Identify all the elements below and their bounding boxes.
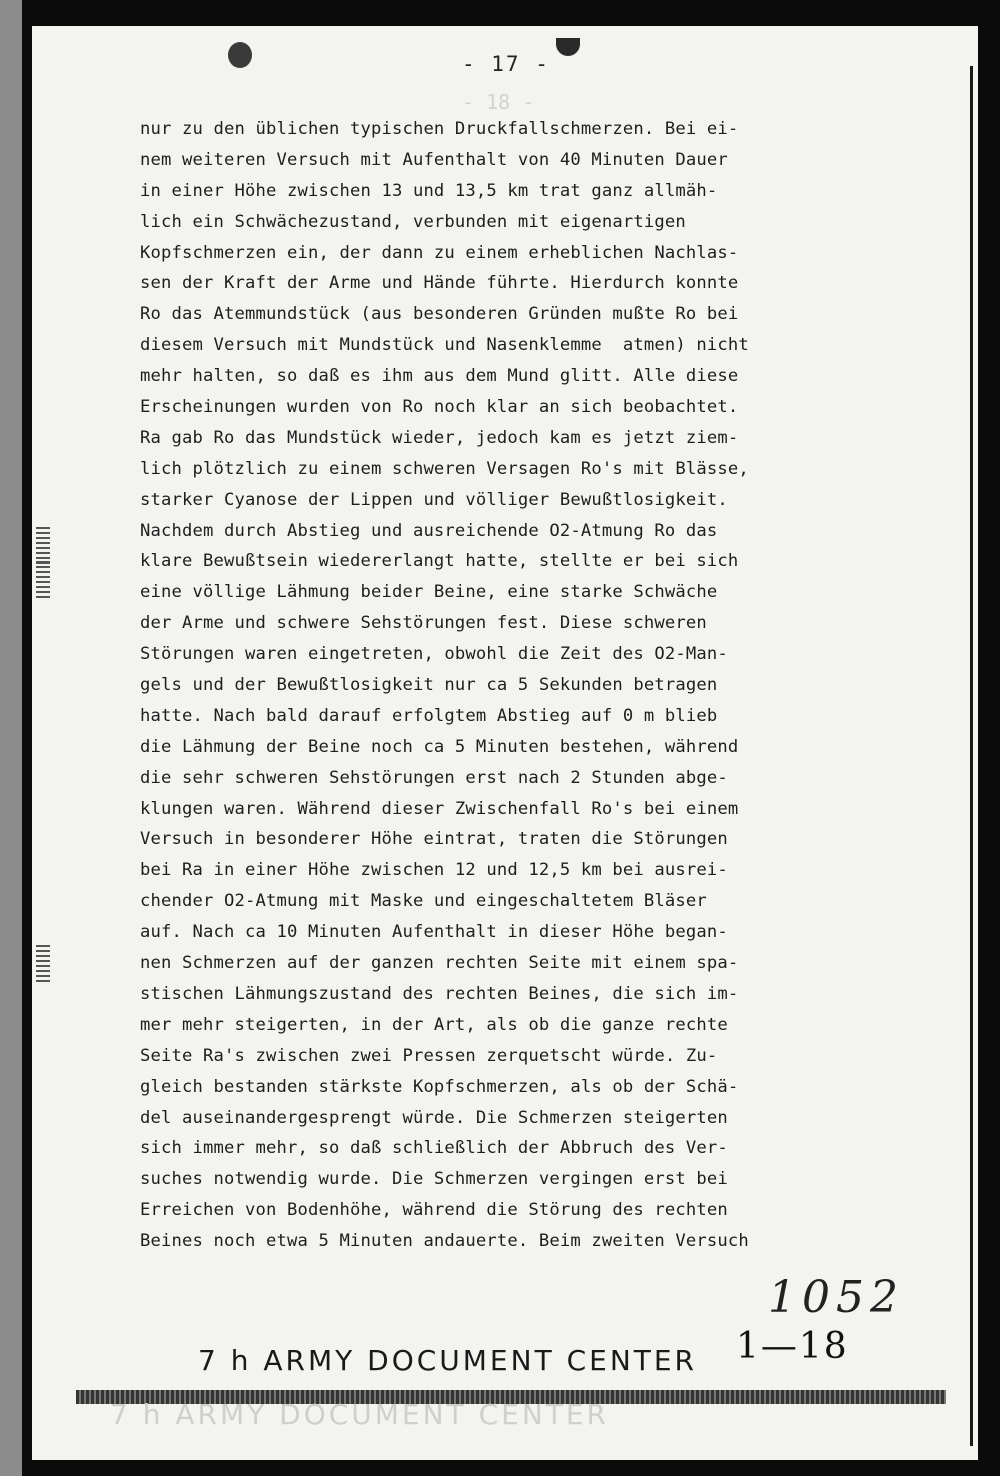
text-line: eine völlige Lähmung beider Beine, eine starke Schwäche [140, 582, 718, 603]
text-line: Ra gab Ro das Mundstück wieder, jedoch kam es jetzt ziem- [140, 427, 739, 448]
bleed-through-archive-stamp: 7 h ARMY DOCUMENT CENTER [110, 1398, 610, 1431]
ink-blot [228, 42, 252, 68]
text-line: auf. Nach ca 10 Minuten Aufenthalt in dieser Höhe began- [140, 922, 728, 943]
text-line: del auseinandergesprengt würde. Die Schmerzen steigerten [140, 1107, 728, 1128]
text-line: suches notwendig wurde. Die Schmerzen vergingen erst bei [140, 1169, 728, 1190]
text-line: bei Ra in einer Höhe zwischen 12 und 12,5 km bei ausrei- [140, 860, 728, 881]
text-line: mer mehr steigerten, in der Art, als ob die ganze rechte [140, 1014, 728, 1035]
scanner-edge [0, 0, 22, 1476]
page-number: - 17 - [462, 52, 550, 76]
typed-body-text [140, 114, 870, 1257]
page-right-rule [970, 66, 973, 1446]
document-code: 1—18 [736, 1326, 849, 1367]
margin-mark [36, 942, 50, 982]
text-line: klare Bewußtsein wiedererlangt hatte, stellte er bei sich [140, 551, 739, 572]
text-line: Kopfschmerzen ein, der dann zu einem erheblichen Nachlas- [140, 242, 739, 263]
text-line: Ro das Atemmundstück (aus besonderen Gründen mußte Ro bei [140, 304, 739, 325]
text-line: nen Schmerzen auf der ganzen rechten Seite mit einem spa- [140, 953, 739, 974]
text-line: gleich bestanden stärkste Kopfschmerzen, als ob der Schä- [140, 1076, 739, 1097]
text-line: Erreichen von Bodenhöhe, während die Störung des rechten [140, 1200, 728, 1221]
text-line: gels und der Bewußtlosigkeit nur ca 5 Sekunden betragen [140, 675, 718, 696]
ink-blot [556, 38, 580, 56]
handwritten-document-number: 1052 [768, 1272, 904, 1323]
text-line: sich immer mehr, so daß schließlich der Abbruch des Ver- [140, 1138, 728, 1159]
text-line: Seite Ra's zwischen zwei Pressen zerquetscht würde. Zu- [140, 1045, 718, 1066]
text-line: diesem Versuch mit Mundstück und Nasenklemme atmen) nicht [140, 335, 749, 356]
text-line: chender O2-Atmung mit Maske und eingeschaltetem Bläser [140, 891, 707, 912]
text-line: die sehr schweren Sehstörungen erst nach 2 Stunden abge- [140, 767, 728, 788]
text-line: Versuch in besonderer Höhe eintrat, traten die Störungen [140, 829, 728, 850]
text-line: Nachdem durch Abstieg und ausreichende O2-Atmung Ro das [140, 520, 718, 541]
text-line: hatte. Nach bald darauf erfolgtem Abstieg auf 0 m blieb [140, 705, 718, 726]
text-line: sen der Kraft der Arme und Hände führte. Hierdurch konnte [140, 273, 739, 294]
text-line: nem weiteren Versuch mit Aufenthalt von 40 Minuten Dauer [140, 149, 728, 170]
bleed-through-page-number: - 18 - [462, 90, 535, 114]
text-line: Erscheinungen wurden von Ro noch klar an sich beobachtet. [140, 397, 739, 418]
text-line: Störungen waren eingetreten, obwohl die Zeit des O2-Man- [140, 644, 728, 665]
document-page [32, 26, 978, 1460]
text-line: der Arme und schwere Sehstörungen fest. Diese schweren [140, 613, 707, 634]
text-line: nur zu den üblichen typischen Druckfallschmerzen. Bei ei- [140, 119, 739, 139]
text-line: stischen Lähmungszustand des rechten Beines, die sich im- [140, 983, 739, 1004]
text-line: Beines noch etwa 5 Minuten andauerte. Beim zweiten Versuch [140, 1231, 749, 1252]
archive-stamp: 7 h ARMY DOCUMENT CENTER [198, 1344, 698, 1377]
text-line: starker Cyanose der Lippen und völliger Bewußtlosigkeit. [140, 489, 728, 510]
text-line: klungen waren. Während dieser Zwischenfall Ro's bei einem [140, 798, 739, 819]
text-line: die Lähmung der Beine noch ca 5 Minuten bestehen, während [140, 736, 739, 757]
text-line: lich ein Schwächezustand, verbunden mit eigenartigen [140, 211, 686, 232]
margin-mark [36, 558, 50, 598]
text-line: mehr halten, so daß es ihm aus dem Mund glitt. Alle diese [140, 366, 739, 387]
text-line: in einer Höhe zwischen 13 und 13,5 km trat ganz allmäh- [140, 180, 718, 201]
text-line: lich plötzlich zu einem schweren Versagen Ro's mit Blässe, [140, 458, 749, 479]
